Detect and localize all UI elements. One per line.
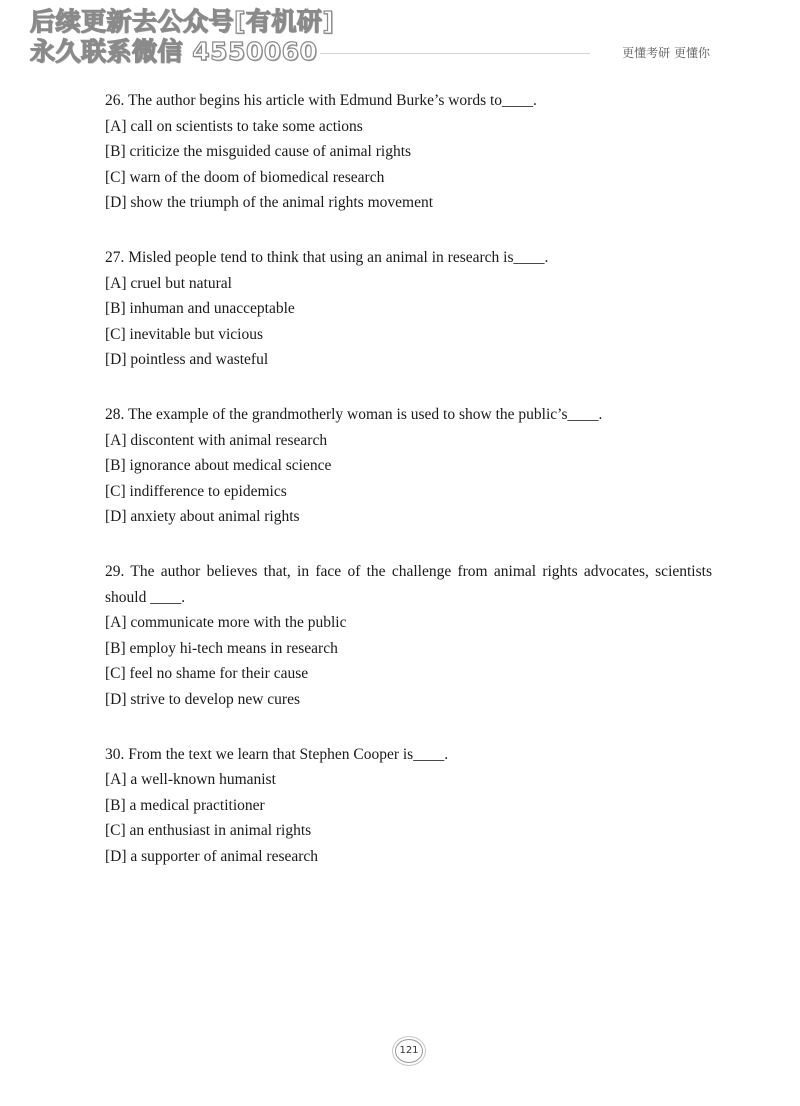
question-30 <box>105 742 712 870</box>
option-c: [C] warn of the doom of biomedical research <box>105 168 385 186</box>
question-27 <box>105 245 712 373</box>
option-a: [A] cruel but natural <box>105 274 232 292</box>
watermark-line-1: 后续更新去公众号[有机研] <box>30 7 335 36</box>
header-slogan: 更懂考研 更懂你 <box>622 46 710 60</box>
page-number: 121 <box>395 1039 423 1063</box>
option-d: [D] anxiety about animal rights <box>105 508 300 525</box>
question-26 <box>105 88 712 216</box>
option-b: [B] ignorance about medical science <box>105 457 332 474</box>
option-d: [D] strive to develop new cures <box>105 690 300 708</box>
option-b: [B] a medical practitioner <box>105 796 265 814</box>
option-c: [C] an enthusiast in animal rights <box>105 822 312 839</box>
question-28 <box>105 402 712 530</box>
question-stem: 28. The example of the grandmotherly woman is used to show the public’s____. <box>105 406 603 423</box>
option-d: [D] pointless and wasteful <box>105 351 269 368</box>
option-a: [A] discontent with animal research <box>105 431 328 449</box>
question-stem: 30. From the text we learn that Stephen Cooper is____. <box>105 745 449 763</box>
option-c: [C] inevitable but vicious <box>105 325 263 343</box>
option-a: [A] communicate more with the public <box>105 614 347 631</box>
question-list <box>105 88 712 899</box>
option-a: [A] call on scientists to take some actions <box>105 117 363 135</box>
question-stem: 29. The author believes that, in face of the challenge from animal rights advocates, scientists should ____. <box>105 563 712 606</box>
option-c: [C] feel no shame for their cause <box>105 665 309 682</box>
watermark-line-2: 永久联系微信 4550060 <box>30 37 318 66</box>
question-stem: 27. Misled people tend to think that using an animal in research is____. <box>105 249 549 266</box>
option-a: [A] a well-known humanist <box>105 771 276 788</box>
question-stem: 26. The author begins his article with Edmund Burke’s words to____. <box>105 92 537 109</box>
header-divider <box>320 53 590 54</box>
option-b: [B] employ hi-tech means in research <box>105 639 338 657</box>
option-c: [C] indifference to epidemics <box>105 482 287 500</box>
option-d: [D] show the triumph of the animal rights movement <box>105 194 434 211</box>
option-d: [D] a supporter of animal research <box>105 847 319 865</box>
question-29 <box>105 559 712 712</box>
option-b: [B] inhuman and unacceptable <box>105 300 295 317</box>
option-b: [B] criticize the misguided cause of animal rights <box>105 143 412 160</box>
